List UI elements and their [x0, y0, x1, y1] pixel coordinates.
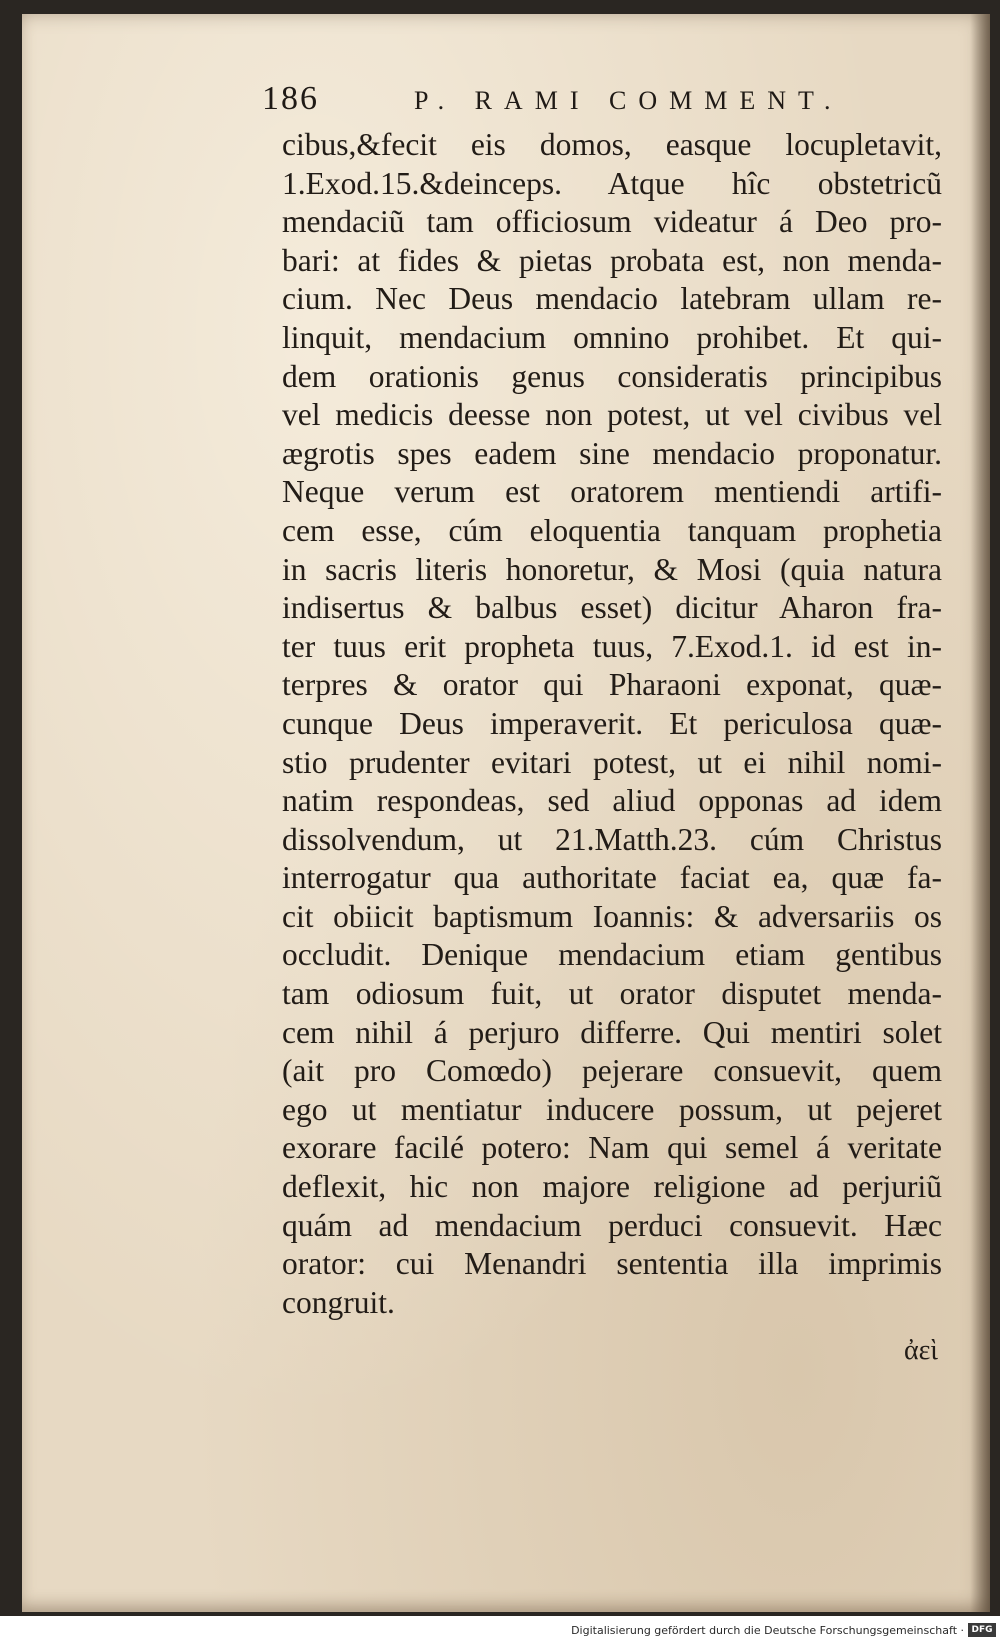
text-line: congruit.	[282, 1284, 395, 1320]
text-line: occludit. Denique mendacium etiam gentibus	[282, 937, 942, 973]
text-line: 1.Exod.15.&deinceps. Atque hîc obstetricũ	[282, 165, 942, 201]
text-line: Neque verum est oratorem mentiendi artifi-	[282, 474, 942, 510]
text-line: cibus,&fecit eis domos, easque locupletavit,	[282, 127, 942, 162]
text-line: ægrotis spes eadem sine mendacio proponatur.	[282, 435, 942, 471]
text-line: cem esse, cúm eloquentia tanquam prophetia	[282, 512, 942, 548]
running-head	[262, 80, 862, 124]
text-line: terpres & orator qui Pharaoni exponat, quæ-	[282, 667, 942, 703]
text-line: indisertus & balbus esset) dicitur Aharon fra-	[282, 590, 942, 626]
text-line: dissolvendum, ut 21.Matth.23. cúm Christus	[282, 821, 942, 857]
text-line: orator: cui Menandri sententia illa imprimis	[282, 1246, 942, 1282]
text-line: cit obiicit baptismum Ioannis: & adversariis os	[282, 898, 942, 934]
text-line: dem orationis genus consideratis principibus	[282, 358, 942, 394]
funding-credit: Digitalisierung gefördert durch die Deutsche Forschungsgemeinschaft ·	[571, 1624, 964, 1637]
body-text	[282, 126, 942, 1322]
footer-bar	[0, 1616, 1000, 1644]
text-line: cunque Deus imperaverit. Et periculosa quæ-	[282, 705, 942, 741]
text-line: cium. Nec Deus mendacio latebram ullam re-	[282, 281, 942, 317]
text-line: deflexit, hic non majore religione ad perjuriũ	[282, 1169, 942, 1205]
text-line: cem nihil á perjuro differre. Qui mentiri solet	[282, 1014, 942, 1050]
catchword: ἀεὶ	[904, 1335, 938, 1366]
text-line: linquit, mendacium omnino prohibet. Et qui-	[282, 319, 942, 355]
text-line: quám ad mendacium perduci consuevit. Hæc	[282, 1207, 942, 1243]
text-line: vel medicis deesse non potest, ut vel civibus vel	[282, 397, 942, 433]
text-line: mendaciũ tam officiosum videatur á Deo pro-	[282, 204, 942, 240]
page-number: 186	[262, 80, 319, 117]
text-line: ter tuus erit propheta tuus, 7.Exod.1. id est in-	[282, 628, 942, 664]
dfg-logo-icon: DFG	[968, 1623, 996, 1637]
text-line: bari: at fides & pietas probata est, non menda-	[282, 242, 942, 278]
text-line: stio prudenter evitari potest, ut ei nihil nomi-	[282, 744, 942, 780]
text-line: natim respondeas, sed aliud opponas ad idem	[282, 783, 942, 819]
text-line: exorare facilé potero: Nam qui semel á veritate	[282, 1130, 942, 1166]
page-gutter-shadow	[970, 14, 990, 1612]
text-line: tam odiosum fuit, ut orator disputet menda-	[282, 976, 942, 1012]
text-line: ego ut mentiatur inducere possum, ut pejeret	[282, 1091, 942, 1127]
text-line: interrogatur qua authoritate faciat ea, quæ fa-	[282, 860, 942, 896]
text-line: in sacris literis honoretur, & Mosi (quia natura	[282, 551, 942, 587]
running-title: P. RAMI COMMENT.	[414, 86, 843, 115]
text-line: (ait pro Comœdo) pejerare consuevit, quem	[282, 1053, 942, 1089]
